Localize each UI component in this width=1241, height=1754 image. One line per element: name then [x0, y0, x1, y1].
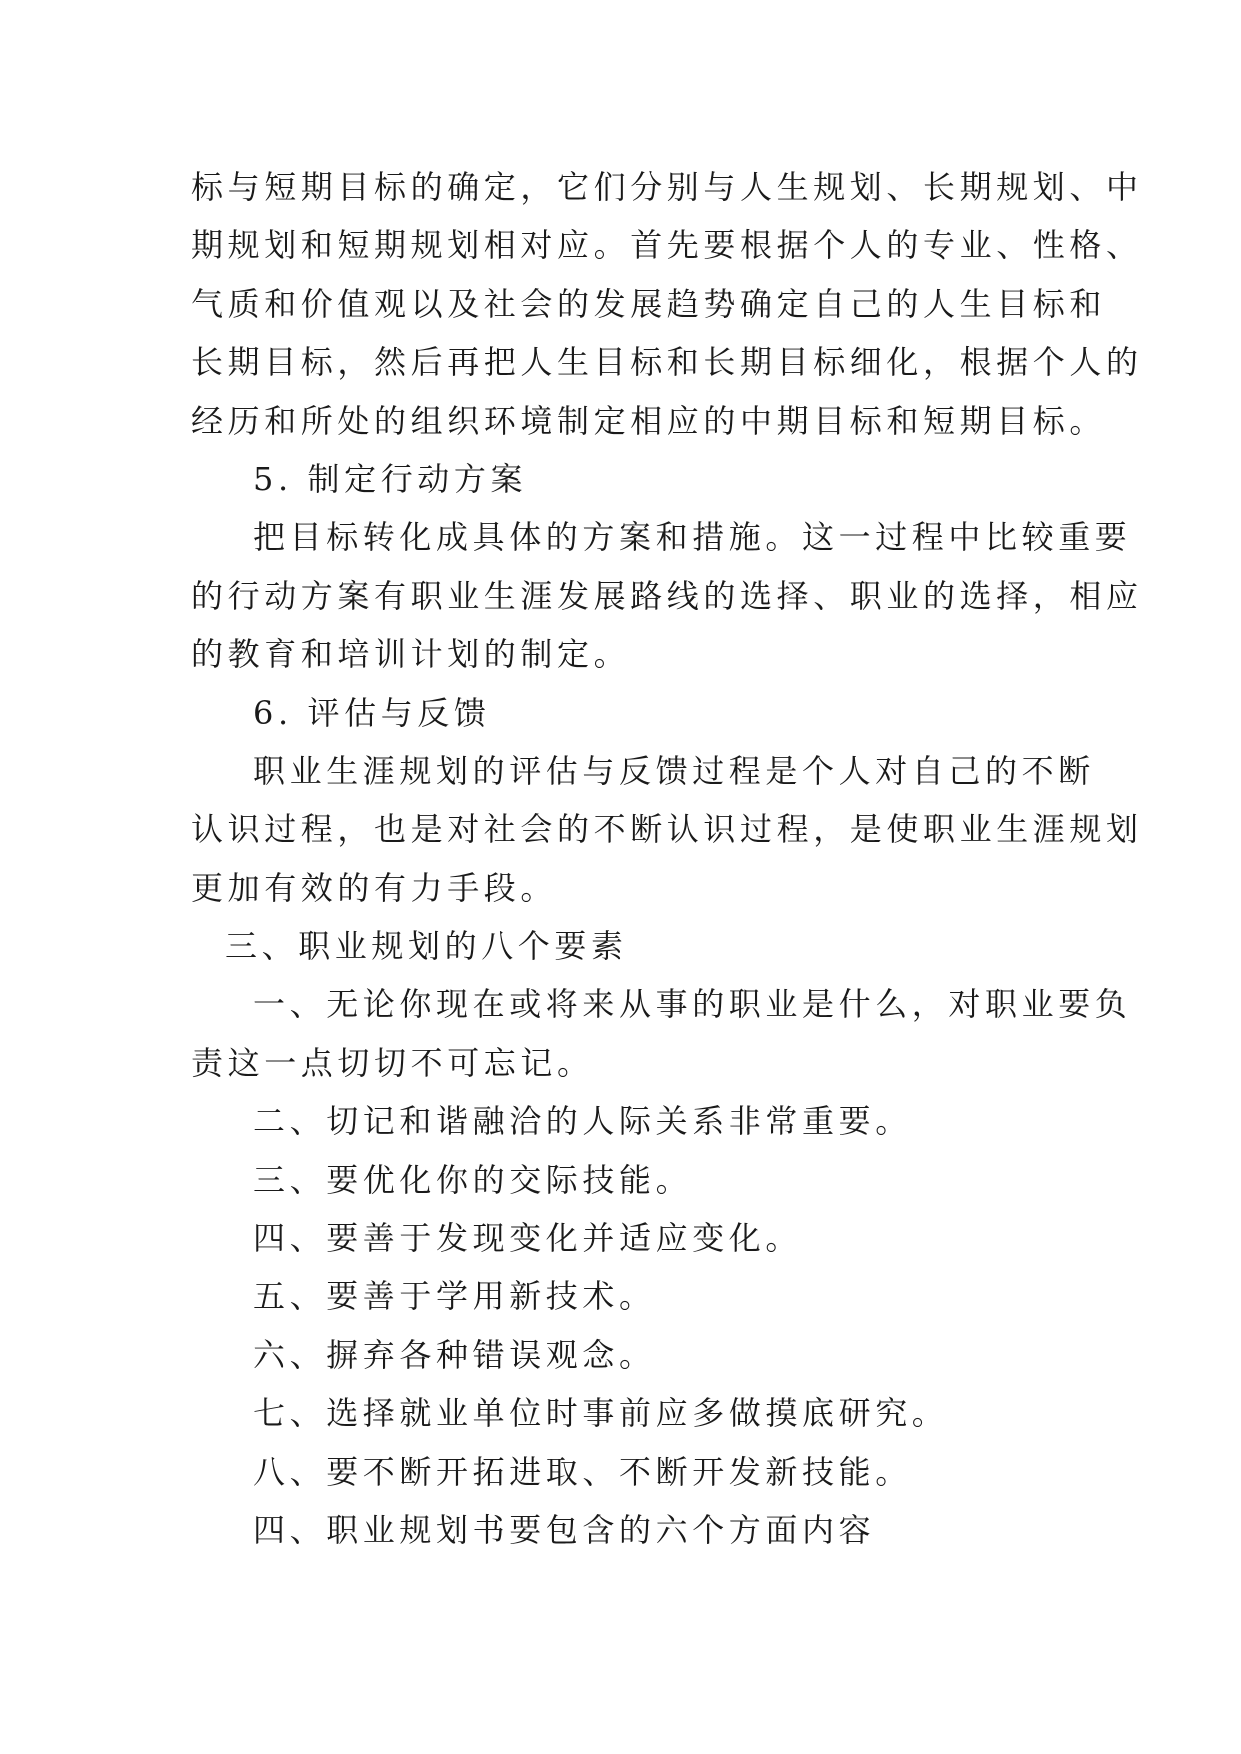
list-item: 一、无论你现在或将来从事的职业是什么，对职业要负	[253, 985, 1132, 1024]
list-item: 七、选择就业单位时事前应多做摸底研究。	[253, 1394, 949, 1433]
section-heading-3: 三、职业规划的八个要素	[225, 927, 628, 966]
list-item: 五、要善于学用新技术。	[253, 1277, 656, 1316]
paragraph-line: 把目标转化成具体的方案和措施。这一过程中比较重要	[253, 518, 1132, 557]
paragraph-line: 长期目标，然后再把人生目标和长期目标细化，根据个人的	[191, 343, 1143, 382]
paragraph-line: 气质和价值观以及社会的发展趋势确定自己的人生目标和	[191, 284, 1107, 323]
list-item: 六、摒弃各种错误观念。	[253, 1335, 656, 1374]
document-body	[191, 158, 1143, 1559]
paragraph-line: 期规划和短期规划相对应。首先要根据个人的专业、性格、	[191, 226, 1143, 265]
list-item-continuation: 责这一点切切不可忘记。	[191, 1043, 594, 1082]
paragraph-line: 的行动方案有职业生涯发展路线的选择、职业的选择，相应	[191, 576, 1143, 615]
paragraph-line: 职业生涯规划的评估与反馈过程是个人对自己的不断	[253, 751, 1095, 790]
paragraph-line: 更加有效的有力手段。	[191, 868, 558, 907]
list-item: 二、切记和谐融洽的人际关系非常重要。	[253, 1102, 912, 1141]
section-heading-5: 5. 制定行动方案	[253, 459, 528, 498]
paragraph-line: 经历和所处的组织环境制定相应的中期目标和短期目标。	[191, 401, 1107, 440]
paragraph-line: 标与短期目标的确定，它们分别与人生规划、长期规划、中	[191, 168, 1143, 206]
section-heading-6: 6. 评估与反馈	[253, 693, 491, 732]
paragraph-line: 认识过程，也是对社会的不断认识过程，是使职业生涯规划	[191, 810, 1143, 849]
paragraph-line: 的教育和培训计划的制定。	[191, 635, 631, 674]
list-item: 八、要不断开拓进取、不断开发新技能。	[253, 1452, 912, 1491]
list-item: 三、要优化你的交际技能。	[253, 1160, 693, 1199]
section-heading-4: 四、职业规划书要包含的六个方面内容	[253, 1510, 876, 1549]
list-item: 四、要善于发现变化并适应变化。	[253, 1219, 803, 1258]
